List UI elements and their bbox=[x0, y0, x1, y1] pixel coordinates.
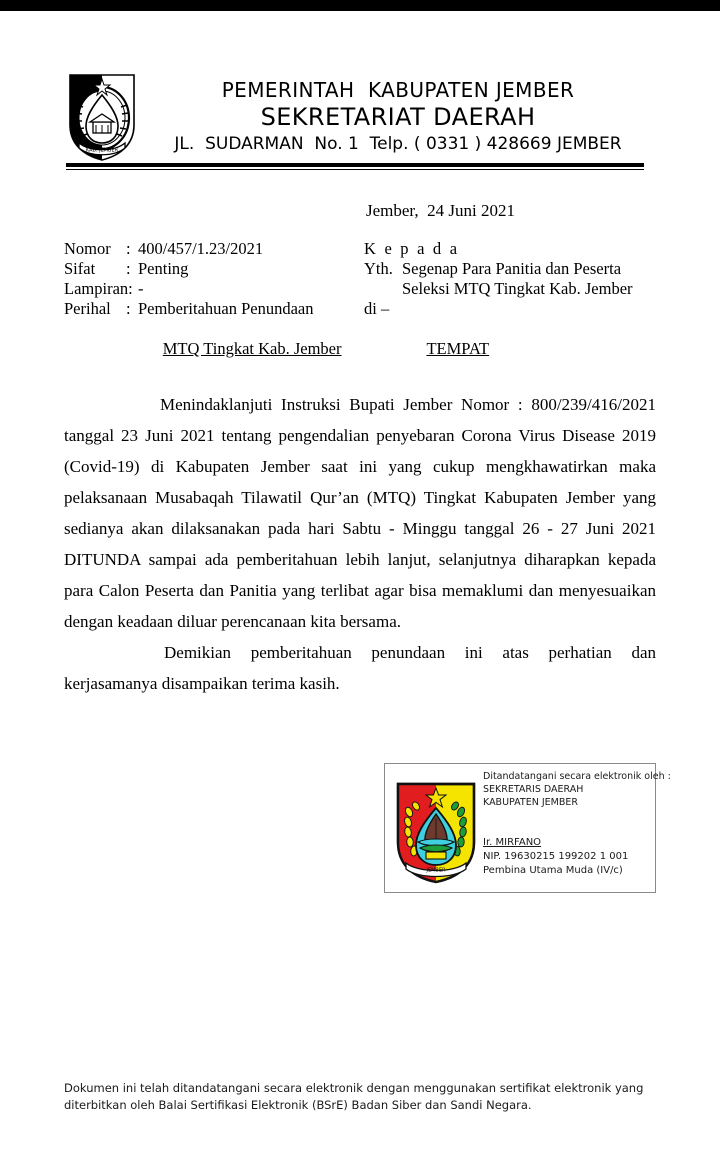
letterhead-line-1: PEMERINTAH KABUPATEN JEMBER bbox=[221, 78, 575, 102]
signer-office-line-2: KABUPATEN JEMBER bbox=[483, 797, 578, 808]
perihal-value-underlined: MTQ Tingkat Kab. Jember bbox=[162, 339, 342, 358]
metadata-row-nomor bbox=[64, 239, 364, 259]
signer-identity bbox=[483, 836, 653, 878]
addressee-tempat: TEMPAT bbox=[426, 339, 490, 358]
letterhead-rule-thick bbox=[66, 163, 644, 167]
jember-regency-crest-monochrome-icon bbox=[66, 73, 138, 161]
disclaimer-line-1: Dokumen ini telah ditandatangani secara elektronik dengan menggunakan sertifikat elektronik yang bbox=[64, 1081, 644, 1095]
nomor-value: 400/457/1.23/2021 bbox=[138, 239, 264, 258]
metadata-row-perihal bbox=[64, 299, 364, 319]
perihal-colon: : bbox=[126, 299, 131, 318]
perihal-label: Perihal bbox=[64, 299, 111, 318]
lampiran-value: - bbox=[138, 279, 144, 298]
metadata-row-perihal-second-line bbox=[64, 319, 364, 379]
signer-name: Ir. MIRFANO bbox=[483, 837, 542, 848]
yth-label: Yth. bbox=[364, 259, 393, 278]
metadata-row-lampiran bbox=[64, 279, 364, 299]
signature-header-text bbox=[483, 770, 671, 809]
letterhead-text bbox=[142, 77, 654, 156]
sifat-colon: : bbox=[126, 259, 131, 278]
letter-metadata bbox=[64, 239, 364, 379]
sifat-label: Sifat bbox=[64, 259, 96, 278]
metadata-row-sifat bbox=[64, 259, 364, 279]
letterhead-rule-thin bbox=[66, 169, 644, 170]
sifat-value: Penting bbox=[138, 259, 189, 278]
document-sheet bbox=[0, 11, 720, 1166]
svg-text:JEMBER: JEMBER bbox=[426, 867, 446, 874]
letterhead-line-3: JL. SUDARMAN No. 1 Telp. ( 0331 ) 428669 JEMBER bbox=[174, 134, 622, 154]
top-black-band bbox=[0, 0, 720, 11]
disclaimer-line-2: diterbitkan oleh Balai Sertifikasi Elektronik (BSrE) Badan Siber dan Sandi Negara. bbox=[64, 1098, 532, 1112]
nomor-colon: : bbox=[126, 239, 131, 258]
letter-body bbox=[64, 389, 656, 699]
electronic-signature-box bbox=[384, 763, 671, 893]
perihal-value: Pemberitahuan Penundaan bbox=[138, 299, 314, 318]
electronic-signature-disclaimer bbox=[64, 1080, 656, 1114]
signer-office-line-1: SEKRETARIS DAERAH bbox=[483, 784, 584, 795]
letterhead bbox=[66, 71, 654, 163]
body-paragraph-1: Menindaklanjuti Instruksi Bupati Jember Nomor : 800/239/416/2021 tanggal 23 Juni 2021 tentang pengendalian penyebaran Corona Virus Disease 2019 (Covid-19) di Kabupaten Jember saat ini yang cukup mengkhawatirkan maka pelaksanaan Musabaqah Tilawatil Qur’an (MTQ) Tingkat Kabupaten Jember yang sedianya akan dilaksanakan pada hari Sabtu - Minggu tanggal 26 - 27 Juni 2021 DITUNDA sampai ada pemberitahuan lebih lanjut, selanjutnya diharapkan kepada para Calon Peserta dan Panitia yang terlibat agar bisa memaklumi dan menyesuaikan dengan keadaan diluar perencanaan kita bersama. bbox=[64, 395, 656, 631]
kepada-label: K e p a d a bbox=[364, 239, 460, 258]
addressee-row-yth bbox=[364, 259, 664, 279]
signer-rank: Pembina Utama Muda (IV/c) bbox=[483, 865, 623, 876]
signer-nip: NIP. 19630215 199202 1 001 bbox=[483, 851, 629, 862]
addressee-tempat-wrap bbox=[364, 319, 664, 379]
svg-text:KAB. JEMBER: KAB. JEMBER bbox=[85, 147, 119, 154]
signed-by-label: Ditandatangani secara elektronik oleh : bbox=[483, 771, 671, 782]
nomor-label: Nomor bbox=[64, 239, 111, 258]
lampiran-label: Lampiran: bbox=[64, 279, 133, 298]
addressee-di: di – bbox=[364, 299, 390, 318]
body-paragraph-2: Demikian pemberitahuan penundaan ini atas perhatian dan kerjasamanya disampaikan terima kasih. bbox=[64, 643, 656, 693]
addressee-block bbox=[364, 239, 664, 379]
addressee-line-2: Seleksi MTQ Tingkat Kab. Jember bbox=[402, 279, 633, 298]
jember-regency-crest-color-icon bbox=[394, 780, 478, 884]
addressee-line-1: Segenap Para Panitia dan Peserta bbox=[402, 259, 622, 278]
letter-date: Jember, 24 Juni 2021 bbox=[366, 201, 515, 220]
letterhead-line-2: SEKRETARIAT DAERAH bbox=[260, 103, 536, 131]
